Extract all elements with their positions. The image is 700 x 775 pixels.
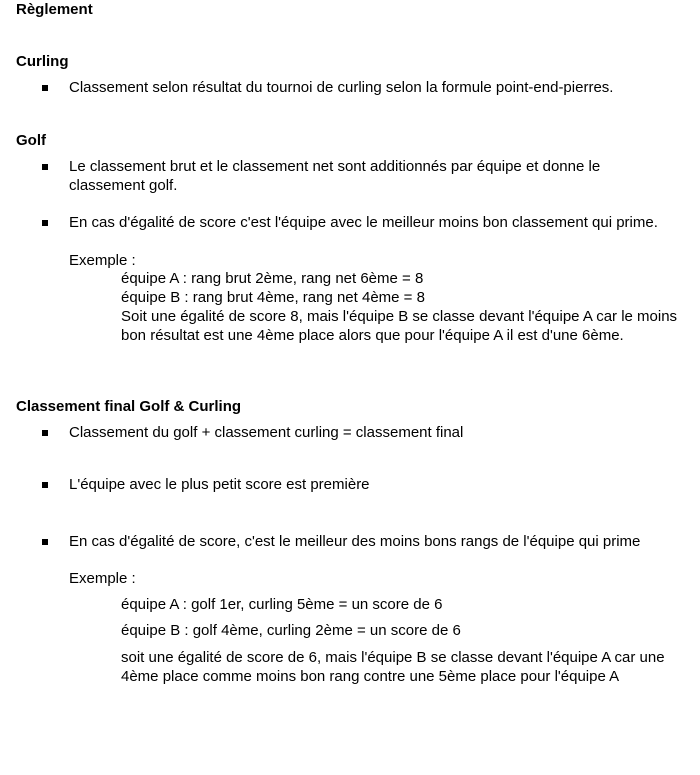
final-rule-1: Classement du golf + classement curling = classement final: [69, 424, 464, 441]
final-example-conclusion: soit une égalité de score de 6, mais l'équipe B se classe devant l'équipe A car une 4ème place comme moins bon rang contre une 5ème place pour l'équipe A: [121, 649, 665, 685]
bullet-icon: [42, 164, 48, 170]
bullet-icon: [42, 482, 48, 488]
final-example-line-1: équipe A : golf 1er, curling 5ème = un score de 6: [121, 596, 443, 613]
golf-example-line-1: équipe A : rang brut 2ème, rang net 6ème = 8: [121, 270, 424, 287]
golf-rule-2: En cas d'égalité de score c'est l'équipe avec le meilleur moins bon classement qui prime.: [69, 214, 658, 231]
final-rule-3: En cas d'égalité de score, c'est le meilleur des moins bons rangs de l'équipe qui prime: [69, 533, 641, 550]
bullet-icon: [42, 430, 48, 436]
bullet-icon: [42, 539, 48, 545]
golf-example-label: Exemple :: [69, 252, 136, 269]
golf-example-line-2: équipe B : rang brut 4ème, rang net 4ème = 8: [121, 289, 425, 306]
bullet-icon: [42, 220, 48, 226]
golf-example-conclusion: Soit une égalité de score 8, mais l'équipe B se classe devant l'équipe A car le moins bon résultat est une 4ème place alors que pour l'équipe A il est d'une 6ème.: [121, 308, 678, 344]
golf-heading: Golf: [16, 132, 46, 149]
curling-heading: Curling: [16, 53, 69, 70]
bullet-icon: [42, 85, 48, 91]
curling-rule-1: Classement selon résultat du tournoi de curling selon la formule point-end-pierres.: [69, 79, 614, 96]
page-title: Règlement: [16, 1, 93, 18]
final-rule-2: L'équipe avec le plus petit score est première: [69, 476, 370, 493]
golf-rule-1: Le classement brut et le classement net sont additionnés par équipe et donne le classement golf.: [69, 158, 601, 194]
final-example-line-2: équipe B : golf 4ème, curling 2ème = un score de 6: [121, 622, 461, 639]
final-example-label: Exemple :: [69, 570, 136, 587]
final-ranking-heading: Classement final Golf & Curling: [16, 398, 242, 415]
